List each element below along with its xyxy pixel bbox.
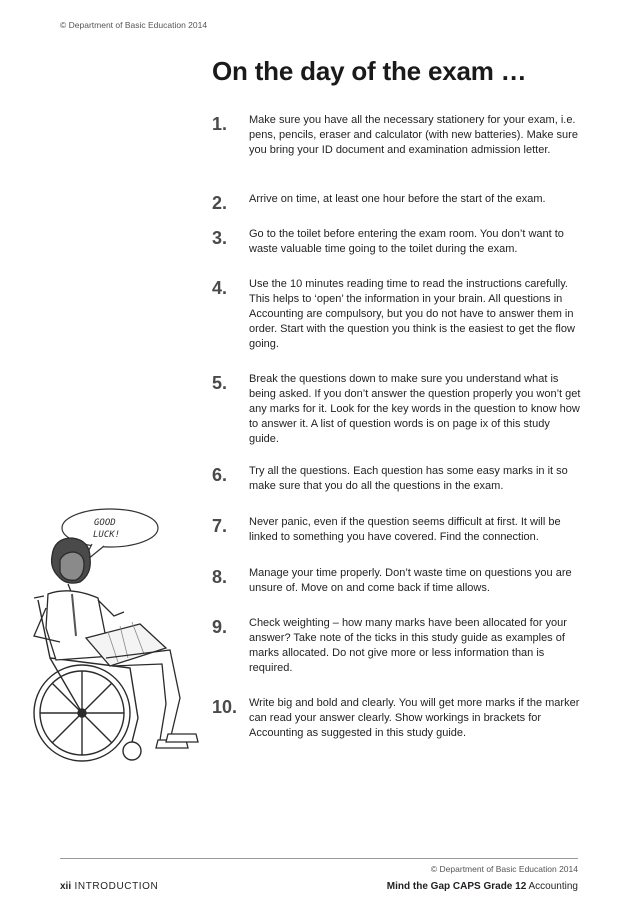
tip-text: Check weighting – how many marks have been allocated for your answer? Take note of the ticks in this study guide as examples of marks allocated. Do not give more or less information than is required.: [249, 617, 567, 674]
footer-section: [60, 881, 158, 892]
tip-text: Use the 10 minutes reading time to read the instructions carefully. This helps to ‘open’ the information in your brain. All questions in Accounting are compulsory, but you do not have to answer them in order. Start with the question you think is the easiest to get the flow going.: [249, 278, 575, 350]
tip-number: 9.: [212, 617, 228, 637]
footer-copyright: © Department of Basic Education 2014: [430, 864, 578, 874]
footer-book-title: [387, 881, 578, 892]
speech-bubble-line2: LUCK!: [93, 530, 121, 540]
tip-number: 10.: [212, 697, 238, 717]
speech-bubble-line1: GOOD: [94, 518, 116, 528]
tip-text: Go to the toilet before entering the exam room. You don’t want to waste valuable time going to the toilet during the exam.: [249, 228, 564, 255]
tip-text: Never panic, even if the question seems difficult at first. It will be linked to something you have covered. Find the connection.: [249, 516, 561, 543]
tip-text: Try all the questions. Each question has some easy marks in it so make sure that you do all the questions in the exam.: [249, 465, 568, 492]
page-number: xii: [60, 881, 72, 892]
footer-divider: [60, 858, 578, 859]
tip-number: 6.: [212, 465, 228, 485]
student-wheelchair-illustration: [20, 508, 210, 778]
tip-text: Make sure you have all the necessary stationery for your exam, i.e. pens, pencils, eraser and calculator (with new batteries). Make sure you bring your ID document and examination admission letter.: [249, 114, 578, 156]
tip-number: 7.: [212, 516, 228, 536]
tip-number: 3.: [212, 228, 228, 248]
tip-number: 1.: [212, 114, 228, 134]
tip-text: Manage your time properly. Don’t waste time on questions you are unsure of. Move on and come back if time allows.: [249, 567, 572, 594]
section-name: INTRODUCTION: [74, 881, 159, 892]
tip-text: Write big and bold and clearly. You will get more marks if the marker can read your answer clearly. Show workings in brackets for Accounting as suggested in this study guide.: [249, 697, 580, 739]
tip-number: 8.: [212, 567, 228, 587]
tip-number: 2.: [212, 193, 228, 213]
header-copyright: © Department of Basic Education 2014: [60, 20, 208, 30]
tip-number: 4.: [212, 278, 228, 298]
student-figure: [34, 538, 198, 748]
book-subject: Accounting: [528, 881, 578, 892]
book-title: Mind the Gap CAPS Grade 12: [386, 881, 527, 892]
page-title: On the day of the exam …: [212, 56, 527, 86]
tip-number: 5.: [212, 373, 228, 393]
tip-text: Break the questions down to make sure you understand what is being asked. If you don’t answer the question properly you won’t get any marks for it. Look for the key words in the question to know how to answer it. A list of question words is on page ix of this study guide.: [249, 373, 581, 445]
tip-text: Arrive on time, at least one hour before the start of the exam.: [249, 193, 546, 205]
